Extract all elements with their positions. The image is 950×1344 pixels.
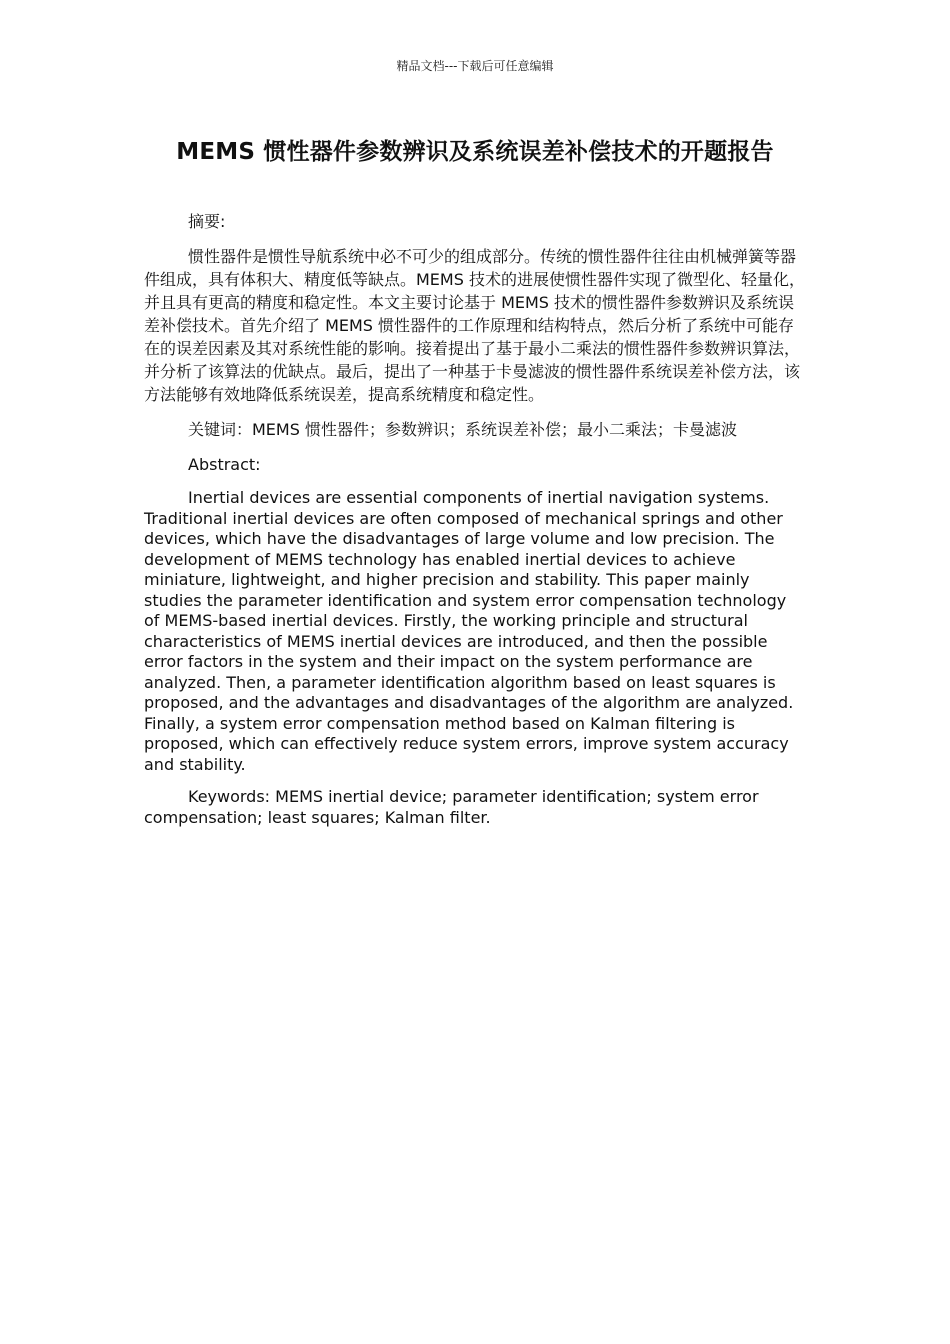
document-title: MEMS 惯性器件参数辨识及系统误差补偿技术的开题报告 — [176, 139, 774, 165]
keywords-en: Keywords: MEMS inertial device; parameter identification; system error compensation; least squares; Kalman filter. — [144, 787, 759, 827]
abstract-en-text: Inertial devices are essential components of inertial navigation systems. Traditional inertial devices are often composed of mechanical springs and other devices, which have the disadvantages of large volume and low precision. The development of MEMS technology has enabled inertial devices to achieve miniature, lightweight, and higher precision and stability. This paper mainly studies the parameter identification and system error compensation technology of MEMS-based inertial devices. Firstly, the working principle and structural characteristics of MEMS inertial devices are introduced, and then the possible error factors in the system and their impact on the system performance are analyzed. Then, a parameter identification algorithm based on least squares is proposed, and the advantages and disadvantages of the algorithm are analyzed. Finally, a system error compensation method based on Kalman filtering is proposed, which can effectively reduce system errors, improve system accuracy and stability. — [144, 488, 794, 774]
keywords-cn: 关键词：MEMS 惯性器件；参数辨识；系统误差补偿；最小二乘法；卡曼滤波 — [188, 420, 737, 439]
abstract-en-label: Abstract: — [188, 455, 261, 474]
document-body — [144, 210, 806, 828]
abstract-cn-text: 惯性器件是惯性导航系统中必不可少的组成部分。传统的惯性器件往往由机械弹簧等器件组成，具有体积大、精度低等缺点。MEMS 技术的进展使惯性器件实现了微型化、轻量化，并且具有更高的精度和稳定性。本文主要讨论基于 MEMS 技术的惯性器件参数辨识及系统误差补偿技术。首先介绍了 MEMS 惯性器件的工作原理和结构特点，然后分析了系统中可能存在的误差因素及其对系统性能的影响。接着提出了基于最小二乘法的惯性器件参数辨识算法，并分析了该算法的优缺点。最后，提出了一种基于卡曼滤波的惯性器件系统误差补偿方法，该方法能够有效地降低系统误差，提高系统精度和稳定性。 — [144, 247, 805, 404]
abstract-cn-label: 摘要: — [188, 212, 226, 231]
header-note: 精品文档---下载后可任意编辑 — [396, 59, 554, 73]
